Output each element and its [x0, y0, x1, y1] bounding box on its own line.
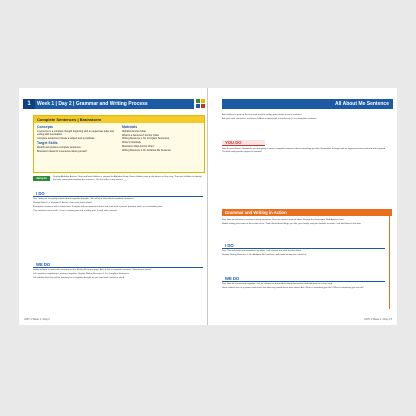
concept-item: A sentence is a complete thought beginning with an uppercase letter and ending with punctuation. — [37, 129, 114, 137]
material-item: Writing Resource 1.3b: All About Me Sentence — [122, 148, 171, 152]
we-do-heading: WE DO — [33, 262, 203, 268]
overview-title: Complete Sentences | Brainstorm — [34, 116, 204, 123]
section-rule — [389, 216, 390, 309]
jump-in-text: Display Alphabet Anchor Chart and lead children in singing the Alphabet Song. Have children point to the letters as they sing. Then ask children to identify the letter name and complete the sentence: The first letter in my name is ___. — [53, 176, 202, 182]
material-item: Alphabet Anchor Chart — [122, 129, 147, 133]
page-footer: UNIT 1 Week 1 • Day 2 5 — [364, 318, 392, 321]
materials-column — [122, 126, 202, 153]
material-item: Writer's Notebook — [122, 141, 141, 145]
page-footer: UNIT 1 Week 1 • Day 2 — [24, 318, 50, 321]
we-do-text: Guide children to read each sentence on the Writing Resource page. Ask: Is this a complete sentence? How do you know? Let's practice completing a sentence together. Display Writing Resource 1.3a: Complete Sentences. Tell children that they will be listening for a complete thought as you read each sentence aloud. — [33, 269, 152, 280]
action-text: Say: Now we will write a sentence about ourselves. First, we need to think of ideas. Display the Brainstorm Web Anchor Chart. Model writing your name in the center circle. Think aloud about things you like, your family, and your favorite activities, and add them to the web. — [222, 219, 362, 226]
concepts-column — [37, 126, 117, 154]
you-do-text: Say: In your Writer's Notebook, you are going to write a complete sentence about something you like. Remember to begin with an uppercase letter and end with a period. Circulate and provide support as needed. — [222, 148, 386, 154]
right-i-do-text: Say: This web helps me remember my ideas. I will choose one idea to write about. Display Writing Resource 1.3b: All About Me Sentence and model writing one sentence. — [222, 250, 307, 257]
right-we-do-heading: WE DO — [222, 276, 385, 282]
left-page — [19, 88, 208, 325]
header-title: Week 1 | Day 2 | Grammar and Writing Process — [37, 101, 148, 107]
material-item: Writing Resource 1.3a: Complete Sentences — [122, 137, 170, 141]
lesson-header — [23, 99, 194, 109]
materials-heading: Materials — [122, 125, 138, 129]
concepts-heading: Concepts — [37, 125, 53, 129]
i-do-text: Say: Today we are going to learn about complete thoughts. We will also learn about complete sentences. Display What Is a Sentence? Anchor Chart and read it aloud. A complete sentence tells a whole idea. It begins with an uppercase letter and ends with a period, question mark, or exclamation point. This sentence starts with I. It has a naming part and a telling part. It ends with a period. — [33, 198, 163, 213]
material-item: What Is a Sentence? Anchor Chart — [122, 133, 159, 137]
intro-text: Ask children to point to the first word and the ending punctuation in each sentence. Ask your own sentences, and have children respond with a thumbs-up if it is a complete sentence. — [222, 114, 317, 121]
targets-heading: Target Skills — [37, 141, 58, 146]
target-item: Identify and produce complete sentences. — [37, 145, 82, 149]
right-we-do-text: Say: Now let's brainstorm together. Call on children to share ideas about themselves and add them to a class web. Have children turn to a partner and share one idea they would like to write about. Ask: What is something you like? What is something you can do? — [222, 283, 364, 290]
right-page — [208, 88, 397, 325]
concept-item: Complete sentences include a subject and a predicate. — [37, 136, 96, 140]
target-item: Brainstorm ideas for a sentence about yourself. — [37, 149, 88, 153]
i-do-heading: I DO — [33, 191, 203, 197]
material-item: Brainstorm Web Anchor Chart — [122, 144, 154, 148]
you-do-heading: YOU DO — [222, 140, 265, 146]
jump-in-tag: Jump In — [33, 176, 50, 181]
unit-number: 1 — [23, 99, 35, 109]
page-header: All About Me Sentence — [222, 99, 393, 109]
lesson-overview-box — [33, 115, 205, 173]
grammar-in-action-banner: Grammar and Writing in Action — [222, 209, 392, 216]
right-i-do-heading: I DO — [222, 243, 385, 249]
logo-icon — [196, 99, 206, 109]
